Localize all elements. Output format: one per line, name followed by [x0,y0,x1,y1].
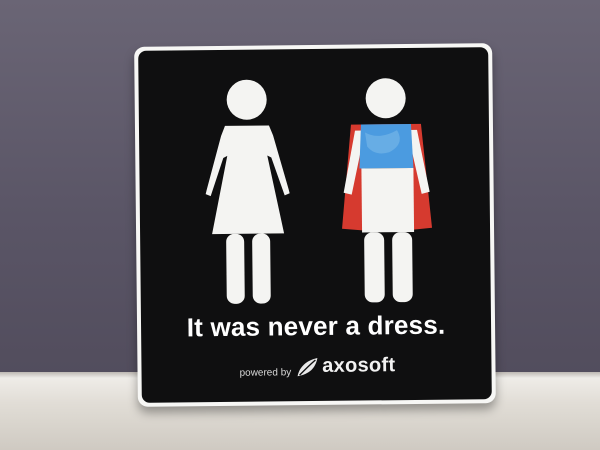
right-leg [252,233,271,303]
brand-name: axosoft [322,354,396,377]
sign-tagline: It was never a dress. [186,309,446,343]
right-leg [392,232,413,302]
sign-face [138,47,492,403]
dress-body [205,125,290,234]
figure-torso [361,168,414,233]
restroom-sign-sticker [134,43,496,407]
powered-by-label: powered by [239,367,292,379]
powered-by-line [239,350,459,378]
figure-head [365,78,405,118]
superhero-figure [340,78,432,303]
figure-head [226,80,266,120]
sign-artwork [138,47,492,403]
left-leg [364,232,385,302]
leaf-icon [295,356,319,378]
woman-in-dress-figure [204,79,290,304]
left-leg [226,234,245,304]
